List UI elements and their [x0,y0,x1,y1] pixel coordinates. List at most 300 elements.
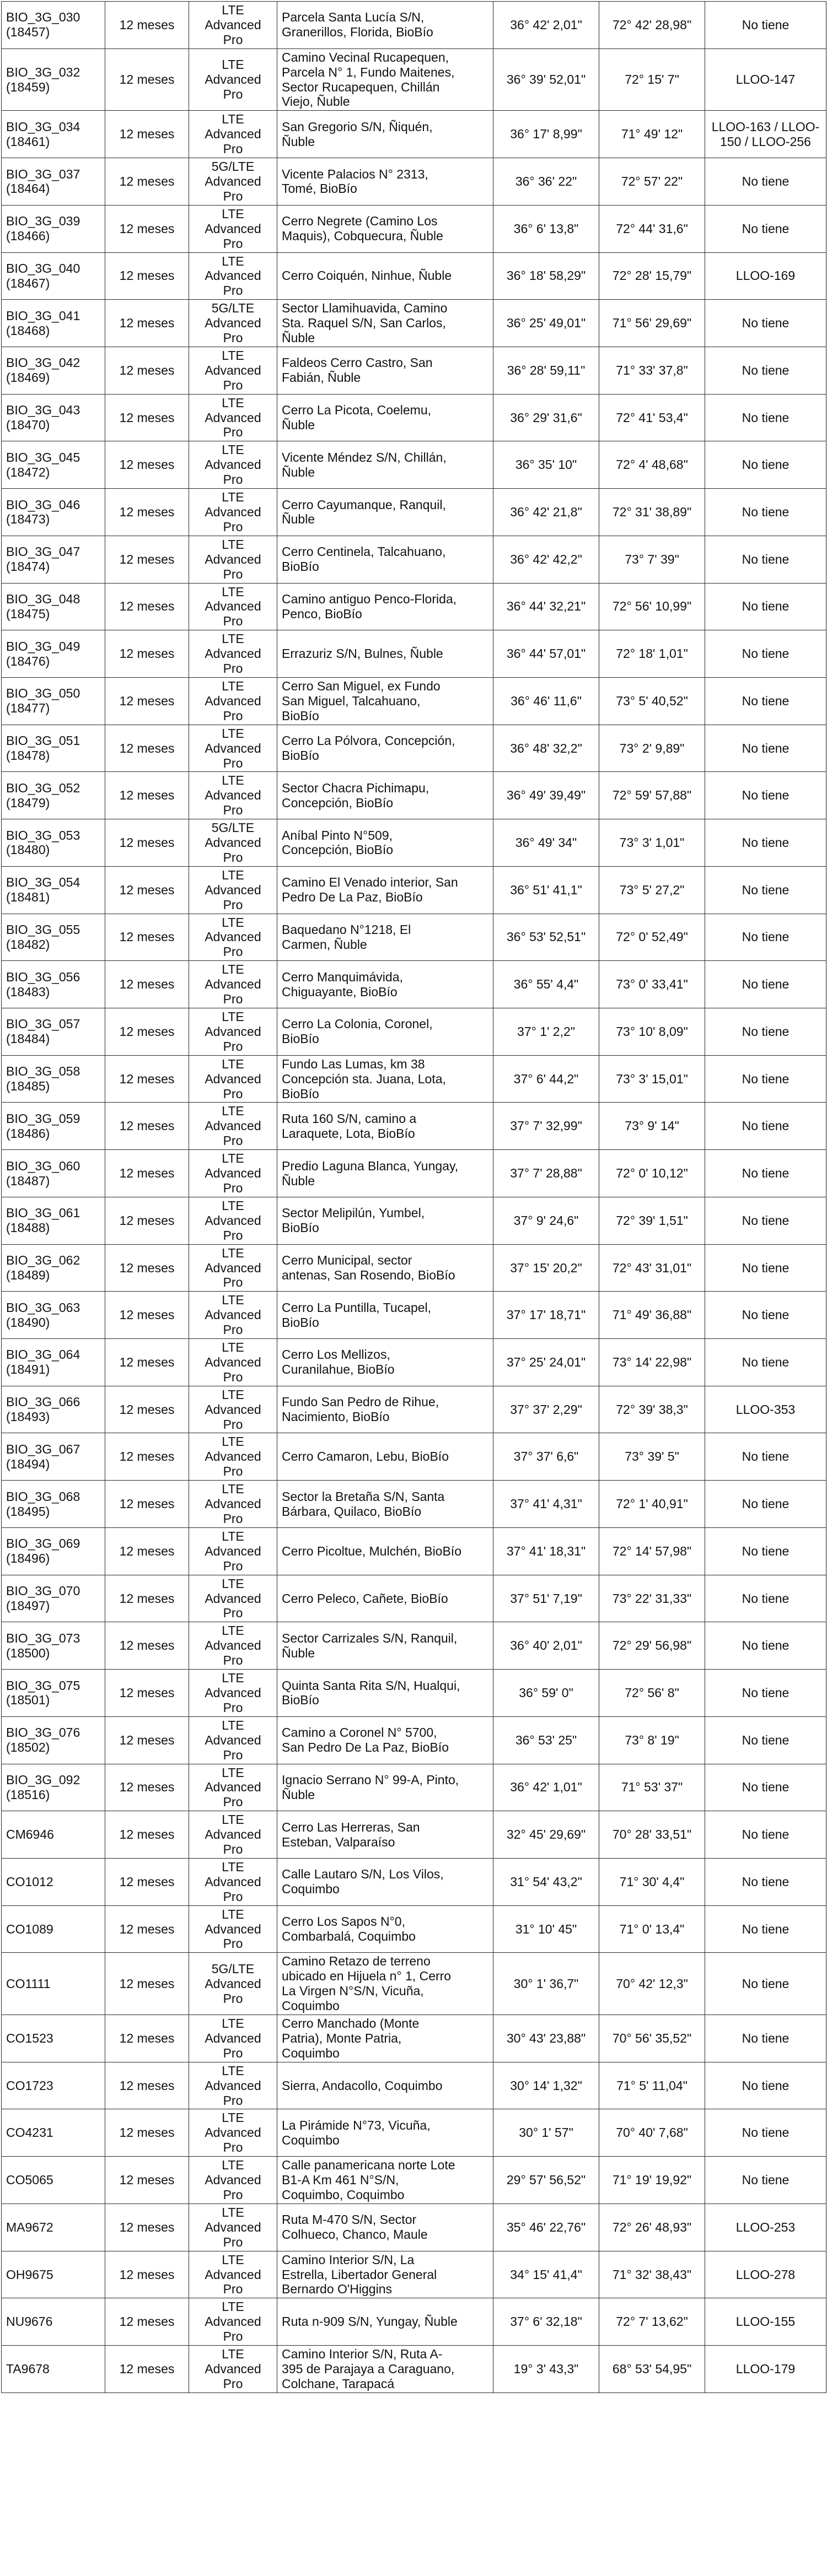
site-id-cell-text: BIO_3G_050 (18477) [6,686,80,716]
site-id-cell-text: BIO_3G_058 (18485) [6,1064,80,1094]
address-cell-text: Sector Carrizales S/N, Ranquil, Ñuble [282,1630,458,1660]
latitude-cell [493,2015,599,2062]
technology-cell [189,1622,277,1670]
longitude-cell-text: 71° 0' 13,4" [619,1921,685,1936]
period-cell [105,2251,189,2298]
latitude-cell-text: 36° 48' 32,2" [510,741,582,755]
technology-cell [189,630,277,678]
address-cell [277,394,493,441]
reference-cell [705,630,826,678]
table-row [2,630,826,678]
reference-cell-text: No tiene [742,1685,790,1700]
address-cell [277,1197,493,1244]
period-cell-text: 12 meses [119,2314,175,2329]
site-id-cell-text: TA9678 [6,2361,50,2376]
address-cell-text: Baquedano N°1218, El Carmen, Ñuble [282,922,411,952]
reference-cell [705,866,826,914]
period-cell [105,489,189,536]
latitude-cell [493,1103,599,1150]
latitude-cell-text: 29° 57' 56,52" [506,2173,586,2188]
reference-cell-text: No tiene [742,457,790,472]
address-cell-text: San Gregorio S/N, Ñiquén, Ñuble [282,119,433,149]
latitude-cell [493,1622,599,1670]
period-cell-text: 12 meses [119,174,175,188]
latitude-cell-text: 37° 6' 44,2" [513,1071,579,1086]
address-cell [277,111,493,158]
longitude-cell-text: 72° 0' 52,49" [616,930,688,944]
longitude-cell-text: 72° 1' 40,91" [616,1497,688,1511]
latitude-cell-text: 31° 10' 45" [515,1921,577,1936]
longitude-cell [599,1716,705,1764]
address-cell [277,2,493,49]
table-row [2,1008,826,1056]
period-cell [105,725,189,772]
site-id-cell [2,300,105,347]
site-id-cell [2,536,105,583]
technology-cell [189,111,277,158]
reference-cell [705,2251,826,2298]
address-cell [277,2204,493,2251]
latitude-cell-text: 36° 55' 4,4" [513,977,579,992]
longitude-cell [599,1858,705,1905]
table-row [2,1339,826,1386]
period-cell-text: 12 meses [119,1497,175,1511]
address-cell-text: Cerro Municipal, sector antenas, San Rosendo, BioBío [282,1253,455,1282]
period-cell [105,2,189,49]
site-id-cell-text: BIO_3G_053 (18480) [6,828,80,857]
site-id-cell-text: BIO_3G_061 (18488) [6,1206,80,1235]
reference-cell [705,394,826,441]
technology-cell-text: LTE Advanced Pro [205,1812,261,1857]
address-cell-text: Cerro Las Herreras, San Esteban, Valparaíso [282,1819,420,1849]
period-cell [105,1905,189,1953]
address-cell-text: Cerro La Puntilla, Tucapel, BioBío [282,1300,432,1330]
technology-cell-text: LTE Advanced Pro [205,112,261,156]
period-cell-text: 12 meses [119,552,175,566]
site-id-cell-text: BIO_3G_047 (18474) [6,544,80,574]
latitude-cell-text: 32° 45' 29,69" [506,1827,586,1842]
site-id-cell-text: BIO_3G_040 (18467) [6,261,80,290]
reference-cell-text: No tiene [742,1024,790,1039]
reference-cell [705,819,826,867]
table-row [2,2298,826,2346]
site-id-cell-text: CO1012 [6,1874,53,1889]
reference-cell-text: LLOO-353 [735,1402,796,1417]
site-id-cell-text: BIO_3G_042 (18469) [6,355,80,385]
site-id-cell [2,725,105,772]
address-cell [277,583,493,630]
longitude-cell [599,772,705,819]
address-cell [277,1103,493,1150]
reference-cell [705,2204,826,2251]
table-row [2,677,826,725]
site-id-cell [2,1055,105,1103]
longitude-cell-text: 72° 59' 57,88" [612,788,692,803]
table-row [2,394,826,441]
technology-cell-text: LTE Advanced Pro [205,773,261,818]
address-cell-text: Aníbal Pinto N°509, Concepción, BioBío [282,828,394,857]
latitude-cell [493,819,599,867]
latitude-cell-text: 36° 49' 34" [515,835,577,850]
reference-cell-text: No tiene [742,552,790,566]
reference-cell [705,1811,826,1859]
site-id-cell [2,1481,105,1528]
address-cell [277,725,493,772]
table-row [2,1670,826,1717]
table-row [2,1811,826,1859]
latitude-cell-text: 36° 42' 1,01" [510,1780,582,1795]
latitude-cell [493,2346,599,2393]
longitude-cell [599,1905,705,1953]
address-cell [277,2346,493,2393]
latitude-cell [493,489,599,536]
technology-cell [189,1339,277,1386]
longitude-cell [599,725,705,772]
period-cell-text: 12 meses [119,1638,175,1653]
technology-cell-text: LTE Advanced Pro [205,1859,261,1904]
table-row [2,1858,826,1905]
site-id-cell [2,48,105,111]
technology-cell [189,1150,277,1197]
period-cell-text: 12 meses [119,17,175,32]
site-id-cell [2,1339,105,1386]
longitude-cell [599,1575,705,1622]
period-cell-text: 12 meses [119,2078,175,2093]
technology-cell-text: LTE Advanced Pro [205,57,261,101]
address-cell [277,1811,493,1859]
reference-cell-text: No tiene [742,316,790,331]
reference-cell [705,347,826,394]
latitude-cell-text: 37° 41' 4,31" [510,1497,582,1511]
period-cell-text: 12 meses [119,1071,175,1086]
latitude-cell-text: 36° 59' 0" [519,1685,573,1700]
site-id-cell-text: CM6946 [6,1827,54,1842]
latitude-cell-text: 36° 36' 22" [515,174,577,188]
technology-cell-text: LTE Advanced Pro [205,2252,261,2297]
address-cell-text: Parcela Santa Lucía S/N, Granerillos, Florida, BioBío [282,10,433,40]
technology-cell-text: LTE Advanced Pro [205,1765,261,1810]
latitude-cell-text: 36° 53' 52,51" [506,930,586,944]
site-id-cell-text: BIO_3G_055 (18482) [6,922,80,952]
technology-cell-text: LTE Advanced Pro [205,867,261,912]
reference-cell-text: No tiene [742,1308,790,1322]
reference-cell [705,1527,826,1575]
address-cell-text: Cerro Negrete (Camino Los Maquis), Cobquecura, Ñuble [282,214,443,244]
longitude-cell [599,48,705,111]
address-cell-text: La Pirámide N°73, Vicuña, Coquimbo [282,2118,431,2147]
period-cell [105,1339,189,1386]
site-id-cell [2,1150,105,1197]
longitude-cell [599,347,705,394]
technology-cell-text: LTE Advanced Pro [205,962,261,1007]
address-cell [277,1670,493,1717]
latitude-cell-text: 36° 6' 13,8" [513,221,579,236]
latitude-cell [493,1670,599,1717]
reference-cell [705,158,826,206]
period-cell-text: 12 meses [119,1976,175,1991]
reference-cell [705,1055,826,1103]
longitude-cell-text: 73° 22' 31,33" [612,1591,692,1606]
reference-cell [705,2,826,49]
latitude-cell-text: 35° 46' 22,76" [506,2219,586,2234]
latitude-cell [493,2109,599,2157]
technology-cell [189,158,277,206]
technology-cell-text: LTE Advanced Pro [205,1434,261,1479]
latitude-cell-text: 36° 51' 41,1" [510,882,582,897]
longitude-cell [599,441,705,489]
period-cell [105,48,189,111]
longitude-cell [599,2204,705,2251]
latitude-cell-text: 36° 42' 21,8" [510,505,582,519]
technology-cell-text: LTE Advanced Pro [205,2158,261,2202]
technology-cell-text: 5G/LTE Advanced Pro [205,301,261,345]
period-cell [105,866,189,914]
reference-cell-text: No tiene [742,835,790,850]
site-id-cell-text: BIO_3G_037 (18464) [6,166,80,196]
site-id-cell [2,2062,105,2109]
address-cell-text: Cerro Los Sapos N°0, Combarbalá, Coquimbo [282,1914,416,1944]
period-cell [105,630,189,678]
address-cell [277,1292,493,1339]
table-row [2,347,826,394]
reference-cell-text: No tiene [742,1497,790,1511]
technology-cell [189,677,277,725]
address-cell [277,1150,493,1197]
latitude-cell-text: 31° 54' 43,2" [510,1874,582,1889]
site-id-cell [2,1527,105,1575]
address-cell [277,489,493,536]
period-cell [105,1953,189,2015]
period-cell [105,1386,189,1433]
period-cell [105,2015,189,2062]
technology-cell-text: 5G/LTE Advanced Pro [205,1961,261,2006]
period-cell-text: 12 meses [119,1024,175,1039]
longitude-cell-text: 72° 4' 48,68" [616,457,688,472]
address-cell [277,1527,493,1575]
reference-cell [705,1670,826,1717]
reference-cell-text: No tiene [742,505,790,519]
reference-cell [705,583,826,630]
technology-cell [189,1953,277,2015]
technology-cell [189,866,277,914]
period-cell-text: 12 meses [119,977,175,992]
period-cell-text: 12 meses [119,1732,175,1747]
period-cell [105,1292,189,1339]
site-id-cell-text: CO4231 [6,2125,53,2140]
latitude-cell [493,2157,599,2204]
address-cell [277,677,493,725]
longitude-cell-text: 70° 28' 33,51" [612,1827,692,1842]
reference-cell-text: No tiene [742,2173,790,2188]
longitude-cell [599,1244,705,1292]
longitude-cell-text: 72° 28' 15,79" [612,268,692,283]
period-cell-text: 12 meses [119,127,175,142]
latitude-cell [493,347,599,394]
longitude-cell [599,1670,705,1717]
address-cell [277,1716,493,1764]
address-cell-text: Quinta Santa Rita S/N, Hualqui, BioBío [282,1678,460,1708]
address-cell-text: Cerro Picoltue, Mulchén, BioBío [282,1543,461,1558]
latitude-cell-text: 36° 35' 10" [515,457,577,472]
address-cell-text: Ignacio Serrano N° 99-A, Pinto, Ñuble [282,1772,459,1802]
site-id-cell-text: BIO_3G_063 (18490) [6,1300,80,1330]
period-cell [105,2062,189,2109]
site-id-cell [2,2109,105,2157]
address-cell [277,1622,493,1670]
address-cell-text: Vicente Méndez S/N, Chillán, Ñuble [282,450,447,479]
period-cell-text: 12 meses [119,1543,175,1558]
reference-cell [705,2298,826,2346]
site-id-cell [2,2157,105,2204]
site-id-cell-text: BIO_3G_048 (18475) [6,591,80,621]
technology-cell-text: LTE Advanced Pro [205,2299,261,2344]
reference-cell-text: No tiene [742,1780,790,1795]
period-cell [105,914,189,961]
period-cell [105,1811,189,1859]
site-id-cell [2,347,105,394]
site-id-cell [2,914,105,961]
longitude-cell [599,961,705,1008]
site-id-cell-text: BIO_3G_076 (18502) [6,1725,80,1755]
latitude-cell-text: 30° 14' 1,32" [510,2078,582,2093]
table-row [2,158,826,206]
site-id-cell [2,772,105,819]
address-cell-text: Cerro Camaron, Lebu, BioBío [282,1449,449,1464]
longitude-cell-text: 71° 30' 4,4" [619,1874,685,1889]
technology-cell-text: LTE Advanced Pro [205,1340,261,1384]
reference-cell-text: LLOO-179 [735,2361,796,2376]
longitude-cell-text: 71° 32' 38,43" [612,2267,692,2282]
address-cell [277,2062,493,2109]
technology-cell-text: LTE Advanced Pro [205,584,261,629]
site-id-cell-text: BIO_3G_039 (18466) [6,214,80,244]
reference-cell-text: No tiene [742,2030,790,2045]
address-cell [277,772,493,819]
longitude-cell [599,1197,705,1244]
reference-cell-text: No tiene [742,1119,790,1133]
longitude-cell [599,1433,705,1481]
latitude-cell [493,1481,599,1528]
site-id-cell-text: CO1089 [6,1921,53,1936]
technology-cell-text: LTE Advanced Pro [205,537,261,581]
sites-table [1,1,826,2393]
address-cell [277,2109,493,2157]
site-id-cell-text: CO1111 [6,1976,51,1991]
longitude-cell-text: 73° 9' 14" [625,1119,679,1133]
table-row [2,2346,826,2393]
address-cell-text: Camino antiguo Penco-Florida, Penco, BioBío [282,591,457,621]
longitude-cell-text: 73° 14' 22,98" [612,1354,692,1369]
technology-cell-text: LTE Advanced Pro [205,1718,261,1762]
longitude-cell [599,2015,705,2062]
address-cell-text: Cerro Cayumanque, Ranquil, Ñuble [282,497,446,527]
reference-cell [705,1622,826,1670]
period-cell-text: 12 meses [119,363,175,377]
address-cell [277,300,493,347]
site-id-cell-text: BIO_3G_092 (18516) [6,1772,80,1802]
address-cell [277,1953,493,2015]
longitude-cell [599,2251,705,2298]
period-cell [105,1670,189,1717]
technology-cell [189,2015,277,2062]
period-cell-text: 12 meses [119,835,175,850]
period-cell [105,819,189,867]
period-cell-text: 12 meses [119,693,175,708]
technology-cell-text: LTE Advanced Pro [205,2205,261,2249]
period-cell-text: 12 meses [119,2361,175,2376]
site-id-cell-text: BIO_3G_056 (18483) [6,969,80,999]
longitude-cell-text: 71° 53' 37" [621,1780,683,1795]
period-cell [105,772,189,819]
period-cell-text: 12 meses [119,1119,175,1133]
longitude-cell-text: 72° 0' 10,12" [616,1166,688,1181]
period-cell [105,1481,189,1528]
period-cell [105,111,189,158]
address-cell [277,158,493,206]
technology-cell-text: LTE Advanced Pro [205,2347,261,2391]
address-cell-text: Cerro Manchado (Monte Patria), Monte Patria, Coquimbo [282,2016,420,2060]
latitude-cell-text: 36° 46' 11,6" [511,693,582,708]
latitude-cell [493,1811,599,1859]
reference-cell-text: No tiene [742,2078,790,2093]
technology-cell [189,1292,277,1339]
longitude-cell [599,2,705,49]
technology-cell [189,2204,277,2251]
longitude-cell [599,914,705,961]
technology-cell-text: LTE Advanced Pro [205,678,261,723]
longitude-cell-text: 68° 53' 54,95" [612,2361,692,2376]
longitude-cell-text: 72° 56' 8" [625,1685,679,1700]
period-cell [105,347,189,394]
latitude-cell [493,1953,599,2015]
site-id-cell-text: BIO_3G_059 (18486) [6,1111,80,1141]
technology-cell-text: LTE Advanced Pro [205,1293,261,1337]
address-cell-text: Sector Llamihuavida, Camino Sta. Raquel S/N, San Carlos, Ñuble [282,301,448,345]
period-cell-text: 12 meses [119,2219,175,2234]
reference-cell [705,1292,826,1339]
period-cell [105,1055,189,1103]
reference-cell [705,1386,826,1433]
reference-cell-text: No tiene [742,1354,790,1369]
period-cell [105,205,189,252]
latitude-cell-text: 36° 29' 31,6" [510,410,582,425]
latitude-cell [493,1716,599,1764]
address-cell-text: Sierra, Andacollo, Coquimbo [282,2078,443,2093]
longitude-cell [599,489,705,536]
longitude-cell [599,866,705,914]
reference-cell [705,252,826,300]
site-id-cell-text: BIO_3G_046 (18473) [6,497,80,527]
reference-cell-text: No tiene [742,1638,790,1653]
address-cell-text: Camino Interior S/N, La Estrella, Libertador General Bernardo O'Higgins [282,2252,437,2297]
table-row [2,1150,826,1197]
table-row [2,583,826,630]
address-cell-text: Cerro Peleco, Cañete, BioBío [282,1591,448,1606]
address-cell [277,48,493,111]
site-id-cell [2,2298,105,2346]
reference-cell-text: No tiene [742,1166,790,1181]
technology-cell-text: 5G/LTE Advanced Pro [205,820,261,865]
longitude-cell-text: 73° 7' 39" [625,552,679,566]
longitude-cell [599,1292,705,1339]
period-cell [105,677,189,725]
longitude-cell [599,677,705,725]
site-id-cell-text: CO1723 [6,2078,53,2093]
longitude-cell-text: 72° 18' 1,01" [616,646,688,661]
latitude-cell-text: 37° 7' 32,99" [510,1119,582,1133]
period-cell [105,1575,189,1622]
address-cell [277,252,493,300]
